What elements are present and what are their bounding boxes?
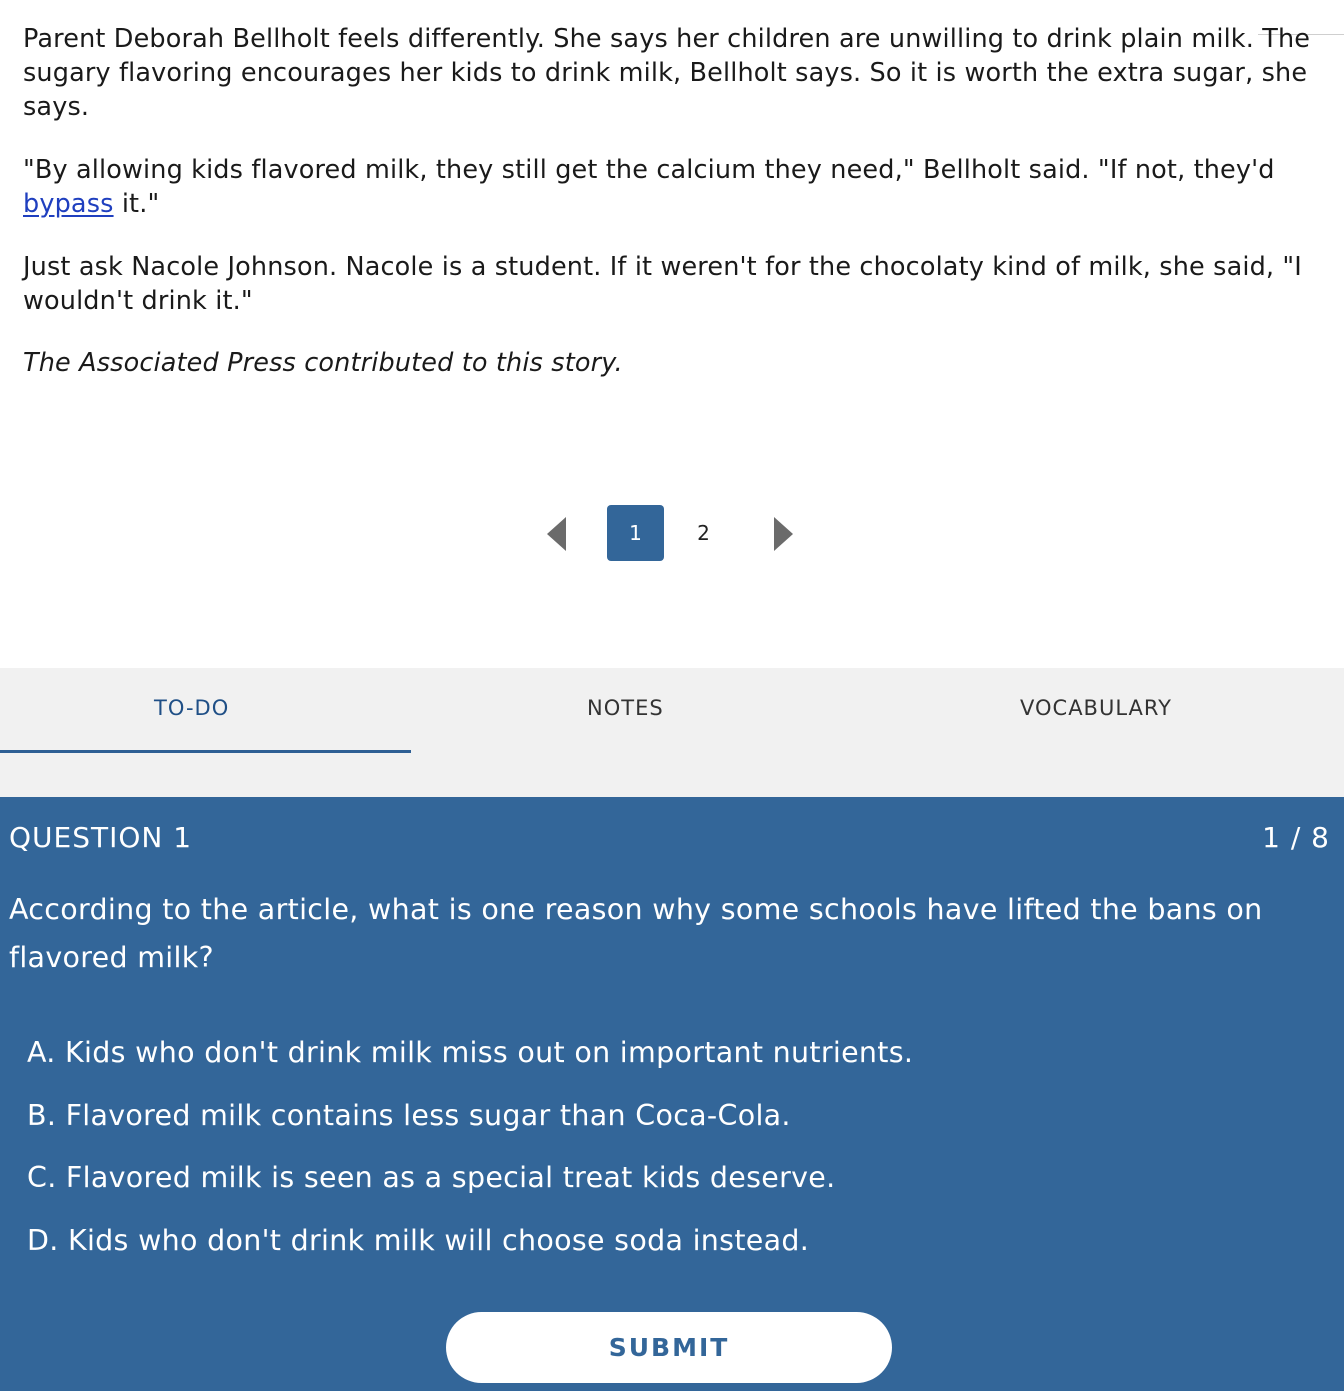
vocabulary-link-bypass[interactable]: bypass	[23, 189, 114, 219]
answer-options	[27, 1033, 1327, 1283]
answer-option-d[interactable]: D. Kids who don't drink milk will choose soda instead.	[27, 1223, 810, 1257]
answer-option-c[interactable]: C. Flavored milk is seen as a special treat kids deserve.	[27, 1161, 836, 1194]
article-credit: The Associated Press contributed to this story.	[23, 348, 623, 378]
question-text: According to the article, what is one reason why some schools have lifted the bans on flavored milk?	[9, 893, 1263, 974]
page-2-button[interactable]: 2	[697, 521, 710, 545]
question-counter: 1 / 8	[1262, 821, 1330, 854]
caret-right-icon[interactable]	[774, 517, 793, 551]
tab-vocabulary[interactable]: VOCABULARY	[1020, 696, 1172, 720]
article-paragraph: Parent Deborah Bellholt feels differently. She says her children are unwilling to drink plain milk. The sugary flavoring encourages her kids to drink milk, Bellholt says. So it is worth the extra sugar, she says.	[23, 24, 1311, 122]
pagination	[0, 505, 1344, 563]
article-paragraph: Just ask Nacole Johnson. Nacole is a student. If it weren't for the chocolaty kind of milk, she said, "I wouldn't drink it."	[23, 252, 1302, 316]
submit-button[interactable]: SUBMIT	[446, 1312, 892, 1383]
active-tab-indicator	[0, 750, 411, 753]
tab-todo[interactable]: TO-DO	[154, 696, 230, 720]
quote-text-end: it."	[113, 189, 160, 219]
answer-option-a[interactable]: A. Kids who don't drink milk miss out on important nutrients.	[27, 1036, 914, 1069]
answer-option-b[interactable]: B. Flavored milk contains less sugar than Coca-Cola.	[27, 1098, 791, 1132]
question-title: QUESTION 1	[9, 821, 193, 854]
tab-notes[interactable]: NOTES	[587, 696, 664, 720]
page-1-button[interactable]: 1	[607, 505, 664, 561]
article-paragraph-quote	[23, 153, 1338, 221]
caret-left-icon[interactable]	[547, 517, 566, 551]
question-panel	[0, 797, 1344, 1391]
activity-tabs	[0, 668, 1344, 797]
quote-text-start: "By allowing kids flavored milk, they still get the calcium they need," Bellholt said. "If not, they'd	[23, 155, 1275, 185]
article-body	[0, 0, 1344, 668]
